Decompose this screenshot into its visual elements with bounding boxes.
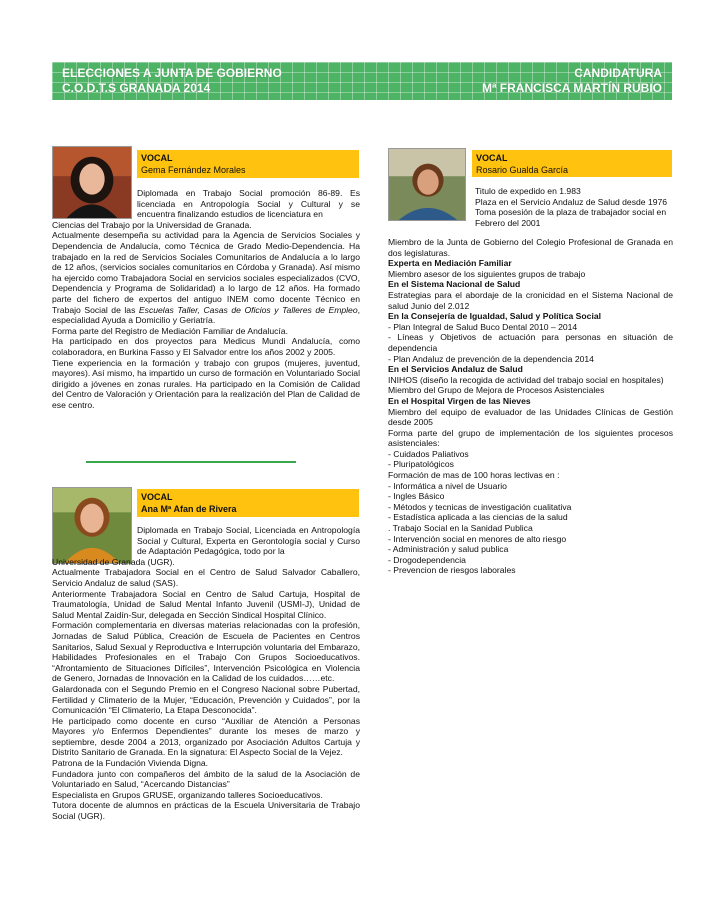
header-left — [62, 66, 282, 96]
bio-paragraph: He participado como docente en curso “Auxiliar de Atención a Personas Mayores y/o Enfermos Dependientes” durante los meses de marzo y septiembre, desde 2004 a 2013, organizado por Asociación Adultos Cartuja y Distrito Sanitario de Granada. En la signatura: El Aspecto Social de la Vejez. — [52, 715, 360, 758]
bio-paragraph: Ciencias del Trabajo por la Universidad de Granada. — [52, 219, 252, 230]
candidate-intro-rosario — [475, 186, 673, 228]
bio-line: - Administración y salud publica — [388, 544, 509, 555]
intro-line: Titulo de expedido en 1.983 — [475, 186, 581, 196]
bio-line: - Métodos y tecnicas de investigación cualitativa — [388, 501, 572, 512]
bio-text: Actualmente desempeña su actividad para la Agencia de Servicios Sociales y Dependencia de Andalucía, como Técnica de Grado Medio-Dependencia. Ha trabajado en la red de Servicios Sociales Comunitarios de Andalucía a lo largo de 12 años, (servicios sociales comunitarios en Córdoba y Granada). Así mismo ha ejercido como Trabajadora Social en servicios sociales especializados (CVO, Dependencia y Programa de Solidaridad) a lo largo de 12 años. Ha formado parte del fichero de expertos del antiguo INEM como docente Técnico en Trabajo Social de las — [52, 230, 360, 315]
candidate-role: VOCAL — [141, 153, 173, 163]
bio-line: - Drogodependencia — [388, 554, 466, 565]
bio-line: . Trabajo Social en la Sanidad Publica — [388, 523, 533, 534]
header-right-line1: CANDIDATURA — [574, 66, 662, 80]
bio-paragraph: Forma parte del Registro de Mediación Familiar de Andalucía. — [52, 325, 288, 336]
bio-text: , especialidad Ayuda a Domicilio y Geriatría. — [52, 304, 361, 326]
bio-line: - Intervención social en menores de alto riesgo — [388, 533, 567, 544]
bio-heading: En el Sistema Nacional de Salud — [388, 279, 521, 290]
bio-line: Miembro del Grupo de Mejora de Procesos Asistenciales — [388, 385, 605, 396]
bio-line: Forma parte del grupo de implementación de los siguientes procesos asistenciales: — [388, 427, 673, 449]
candidate-label-gema — [137, 150, 359, 178]
bio-line: - Plan Andaluz de prevención de la dependencia 2014 — [388, 353, 594, 364]
candidate-name: Rosario Gualda García — [476, 165, 569, 175]
bio-paragraph: Diplomada en Trabajo Social, Licenciada en Antropología Social y Cultural, Experta en Gerontología social y Curso de Adaptación Pedagógica, todo por la — [137, 525, 360, 557]
bio-paragraph — [52, 230, 360, 325]
bio-line: Estrategias para el abordaje de la cronicidad en el Sistema Nacional de salud Junio del 2.012 — [388, 289, 673, 311]
candidate-bio-ana — [52, 525, 360, 822]
bio-emphasis: Escuelas Taller, Casas de Oficios y Talleres de Empleo — [138, 304, 358, 315]
bio-line: INIHOS (diseño la recogida de actividad del trabajo social en hospitales) — [388, 374, 664, 385]
bio-line: - Líneas y Objetivos de actuación para personas en situación de dependencia — [388, 332, 673, 353]
candidate-name: Ana Mª Afan de Rivera — [141, 504, 237, 514]
candidate-label-ana — [137, 489, 359, 517]
bio-line: - Estadística aplicada a las ciencias de la salud — [388, 512, 568, 523]
bio-paragraph: Galardonada con el Segundo Premio en el Congreso Nacional sobre Pubertad, Fertilidad y Climaterio de la Mujer, “Educación, Prevención y Cuidados”, por la Comunicación “El Climaterio, La Etapa Desconocida”. — [52, 683, 360, 716]
bio-heading: En el Hospital Virgen de las Nieves — [388, 395, 531, 406]
header-left-line1: ELECCIONES A JUNTA DE GOBIERNO — [62, 66, 282, 80]
bio-heading: En el Servicios Andaluz de Salud — [388, 364, 523, 375]
intro-line: Toma posesión de la plaza de trabajador social en Febrero del 2001 — [475, 207, 667, 228]
candidate-label-rosario — [472, 150, 672, 177]
bio-line: Miembro del equipo de evaluador de las Unidades Clínicas de Gestión desde 2005 — [388, 406, 673, 428]
bio-paragraph: Tutora docente de alumnos en prácticas de la Escuela Universitaria de Trabajo Social (UGR). — [52, 800, 360, 822]
bio-paragraph: Ha participado en dos proyectos para Medicus Mundi Andalucía, como colaboradora, en Burkina Fasso y El Salvador entre los años 2002 y 2005. — [52, 336, 360, 357]
bio-line: Formación de mas de 100 horas lectivas en : — [388, 470, 560, 481]
bio-paragraph: Actualmente Trabajadora Social en el Centro de Salud Salvador Caballero, Servicio Andaluz de salud (SAS). — [52, 567, 360, 588]
candidate-name: Gema Fernández Morales — [141, 165, 246, 175]
section-divider — [86, 461, 296, 463]
bio-line: - Cuidados Paliativos — [388, 448, 469, 459]
bio-paragraph: Formación complementaria en diversas materias relacionadas con la profesión, Jornadas de Salud Pública, Creación de Escuela de Pacientes en Centros Sanitarios, Salud Sexual y Reproductiva e Interrupción voluntaria del Embarazo, Habilidades Profesionales en el Trabajo Con Grupos Socioeducativos. “Afrontamiento de Situaciones Difíciles”, Intervención Psicológica en Violencia de Genero, Jornadas de Innovación en la Calidad de los cuidados……etc. — [52, 620, 360, 684]
bio-line: - Pluripatológicos — [388, 459, 454, 470]
bio-line: - Informática a nivel de Usuario — [388, 480, 507, 491]
bio-paragraph: Anteriormente Trabajadora Social en Centro de Salud Cartuja, Hospital de Traumatología, Unidad de Salud Mental Infanto Juvenil (USMI-J), Unidad de Salud Mental Zaidín-Sur, delegada en Sección Sindical Hospital Clínico. — [52, 588, 360, 620]
candidate-bio-gema — [52, 188, 360, 410]
bio-paragraph: Patrona de la Fundación Vivienda Digna. — [52, 758, 209, 769]
candidate-role: VOCAL — [476, 153, 508, 163]
header-left-line2: C.O.D.T.S GRANADA 2014 — [62, 81, 211, 95]
bio-paragraph: Tiene experiencia en la formación y trabajo con grupos (mujeres, juventud, mayores). Así mismo, ha impartido un curso de formación en Voluntariado Social dirigido a jóvenes en zonas rurales. Ha participado en la Comisión de Calidad del Centro de Valoración y Orientación para la realización del Plan de Calidad de ese centro. — [52, 357, 360, 410]
bio-paragraph: Especialista en Grupos GRUSE, organizando talleres Socioeducativos. — [52, 789, 323, 800]
bio-line: Miembro asesor de los siguientes grupos de trabajo — [388, 268, 586, 279]
bio-line: - Ingles Básico — [388, 491, 445, 502]
candidate-bio-rosario — [388, 237, 673, 576]
header-banner — [52, 62, 672, 100]
candidate-photo-rosario — [388, 148, 466, 221]
bio-line: - Plan Integral de Salud Buco Dental 2010 – 2014 — [388, 321, 578, 332]
bio-heading: En la Consejería de Igualdad, Salud y Política Social — [388, 311, 601, 322]
header-right-line2: Mª FRANCISCA MARTÍN RUBIO — [482, 81, 662, 95]
bio-paragraph: Fundadora junto con compañeros del ámbito de la salud de la Asociación de Voluntariado en Salud, “Acercando Distancias” — [52, 768, 360, 790]
intro-line: Plaza en el Servicio Andaluz de Salud desde 1976 — [475, 196, 668, 207]
candidate-role: VOCAL — [141, 492, 173, 502]
bio-paragraph: Universidad de Granada (UGR). — [52, 556, 175, 567]
bio-paragraph: Diplomada en Trabajo Social promoción 86-89. Es licenciada en Antropología Social y Cultural y se encuentra finalizando estudios de licenciatura en — [137, 188, 360, 220]
header-right — [482, 66, 662, 96]
bio-line: - Prevencion de riesgos laborales — [388, 565, 516, 576]
bio-line: Miembro de la Junta de Gobierno del Colegio Profesional de Granada en dos legislaturas. — [388, 237, 673, 258]
bio-heading: Experta en Mediación Familiar — [388, 258, 512, 269]
